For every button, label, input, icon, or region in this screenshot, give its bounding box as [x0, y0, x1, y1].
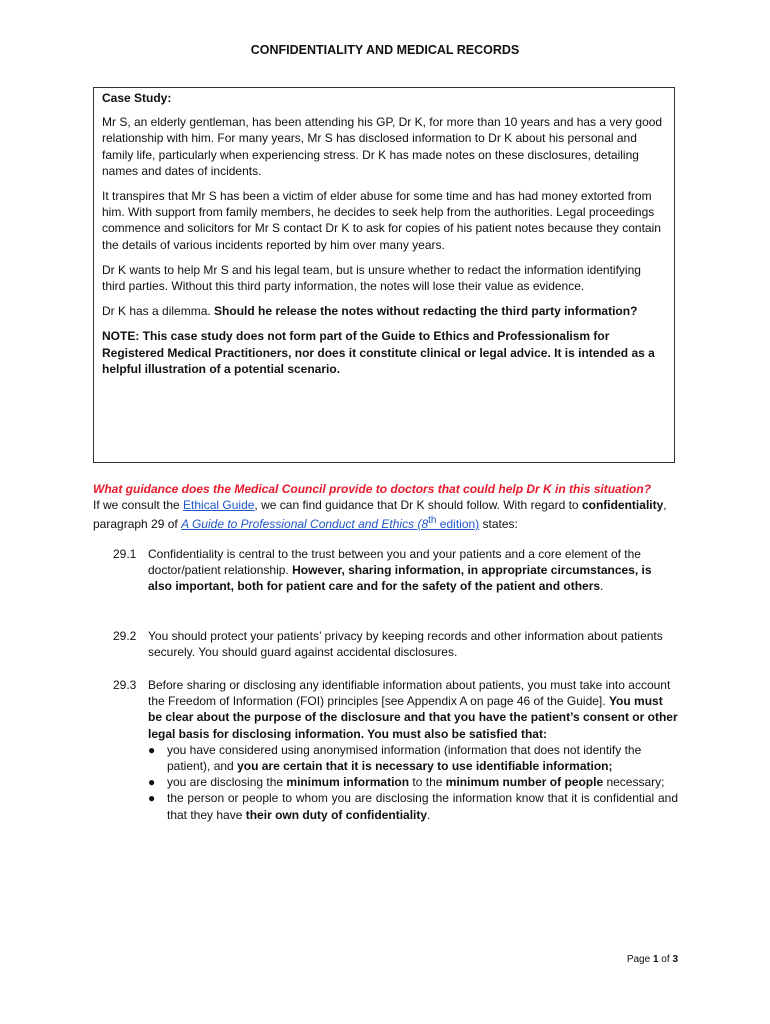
- paragraph-number: 29.2: [113, 629, 137, 643]
- bullet-icon: ●: [148, 742, 156, 757]
- total-pages: 3: [672, 954, 678, 965]
- bullet-icon: ●: [148, 791, 156, 806]
- list-text: you are disclosing the: [167, 775, 287, 790]
- professional-conduct-guide-link[interactable]: [181, 517, 479, 531]
- list-text: you have considered using anonymised information (information that does not identify the patient), and: [167, 742, 642, 774]
- intro-paragraph: [93, 497, 693, 532]
- paragraph-body: [148, 546, 678, 595]
- paragraph-text: Confidentiality is central to the trust between you and your patients and a core element of the doctor/patient relationship.: [148, 547, 641, 578]
- conditions-list: [148, 742, 678, 823]
- ethical-guide-link[interactable]: Ethical Guide: [183, 498, 255, 512]
- paragraph-29-2: [113, 628, 678, 660]
- list-text: the person or people to whom you are disclosing the information know that it is confidential and that they have: [167, 791, 678, 822]
- paragraph-emphasis: However, sharing information, in appropriate circumstances, is also important, both for patient care and for the safety of the patient and others: [148, 563, 652, 594]
- case-study-paragraph-3: Dr K wants to help Mr S and his legal team, but is unsure whether to redact the information identifying third parties. Without this third party information, the notes will lose their value as evidence.: [102, 262, 641, 294]
- list-item: [148, 742, 678, 774]
- guidance-question: What guidance does the Medical Council provide to doctors that could help Dr K in this situation?: [93, 482, 652, 496]
- intro-text: , paragraph 29 of: [93, 498, 667, 532]
- paragraph-body: You should protect your patients’ privacy by keeping records and other information about patients securely. You should guard against accidental disclosures.: [148, 629, 663, 660]
- paragraph-text: Before sharing or disclosing any identifiable information about patients, you must take into account the Freedom of Information (FOI) principles [see Appendix A on page 46 of the Guide].: [148, 678, 671, 709]
- paragraph-text: .: [600, 579, 604, 594]
- dilemma-text: Dr K has a dilemma.: [102, 304, 215, 319]
- confidentiality-term: confidentiality: [581, 498, 664, 512]
- document-title: CONFIDENTIALITY AND MEDICAL RECORDS: [250, 43, 520, 57]
- dilemma-question: Should he release the notes without redacting the third party information?: [214, 304, 638, 319]
- list-item: [148, 790, 678, 822]
- case-study-paragraph-2: It transpires that Mr S has been a victim of elder abuse for some time and has had money extorted from him. With support from family members, he decides to seek help from the authorities. Legal proceedings commence and solicitors for Mr S contact Dr K to ask for copies of his patient notes because they contain the details of various incidents reported by him over many years.: [102, 189, 661, 252]
- paragraph-29-3: [113, 677, 678, 823]
- case-study-paragraph-1: Mr S, an elderly gentleman, has been attending his GP, Dr K, for more than 10 years and has a very good relationship with him. For many years, Mr S has disclosed information to Dr K about his personal and family life, particularly when experiencing stress. Dr K has made notes on these disclosures, detailing names and dates of incidents.: [102, 115, 663, 178]
- page-label: Page: [626, 954, 653, 965]
- intro-text: , we can find guidance that Dr K should follow. With regard to: [254, 498, 582, 512]
- list-text: to the: [409, 775, 446, 790]
- bullet-icon: ●: [148, 775, 156, 790]
- current-page: 1: [652, 954, 659, 965]
- edition-text: (8: [414, 517, 429, 532]
- paragraph-number: 29.3: [113, 678, 137, 692]
- edition-superscript: th: [428, 515, 437, 527]
- list-emphasis: minimum information: [286, 775, 410, 790]
- list-item: [148, 774, 678, 790]
- case-study-box: [93, 87, 675, 463]
- paragraph-number: 29.1: [113, 547, 137, 561]
- case-study-label: Case Study:: [102, 91, 172, 105]
- paragraph-emphasis: You must be clear about the purpose of the disclosure and that you have the patient’s consent or other legal basis for disclosing information. You must also be satisfied that:: [148, 694, 678, 741]
- list-text: necessary;: [603, 775, 665, 790]
- paragraph-29-1: [113, 546, 678, 595]
- intro-text: If we consult the: [93, 498, 184, 512]
- case-study-note: NOTE: This case study does not form part of the Guide to Ethics and Professionalism for Registered Medical Practitioners, nor does it constitute clinical or legal advice. It is intended as a helpful illustration of a potential scenario.: [102, 329, 655, 376]
- list-emphasis: you are certain that it is necessary to use identifiable information;: [237, 759, 613, 774]
- page-footer: [627, 952, 678, 968]
- list-emphasis: their own duty of confidentiality: [245, 807, 428, 822]
- intro-text: states:: [479, 517, 518, 532]
- guide-title: A Guide to Professional Conduct and Ethics: [181, 517, 415, 532]
- list-emphasis: minimum number of people: [445, 775, 604, 790]
- edition-text: edition): [436, 517, 480, 532]
- list-text: .: [427, 807, 431, 822]
- paragraph-body: [148, 677, 678, 823]
- page-label: of: [658, 954, 673, 965]
- case-study-paragraph-4: [102, 303, 667, 319]
